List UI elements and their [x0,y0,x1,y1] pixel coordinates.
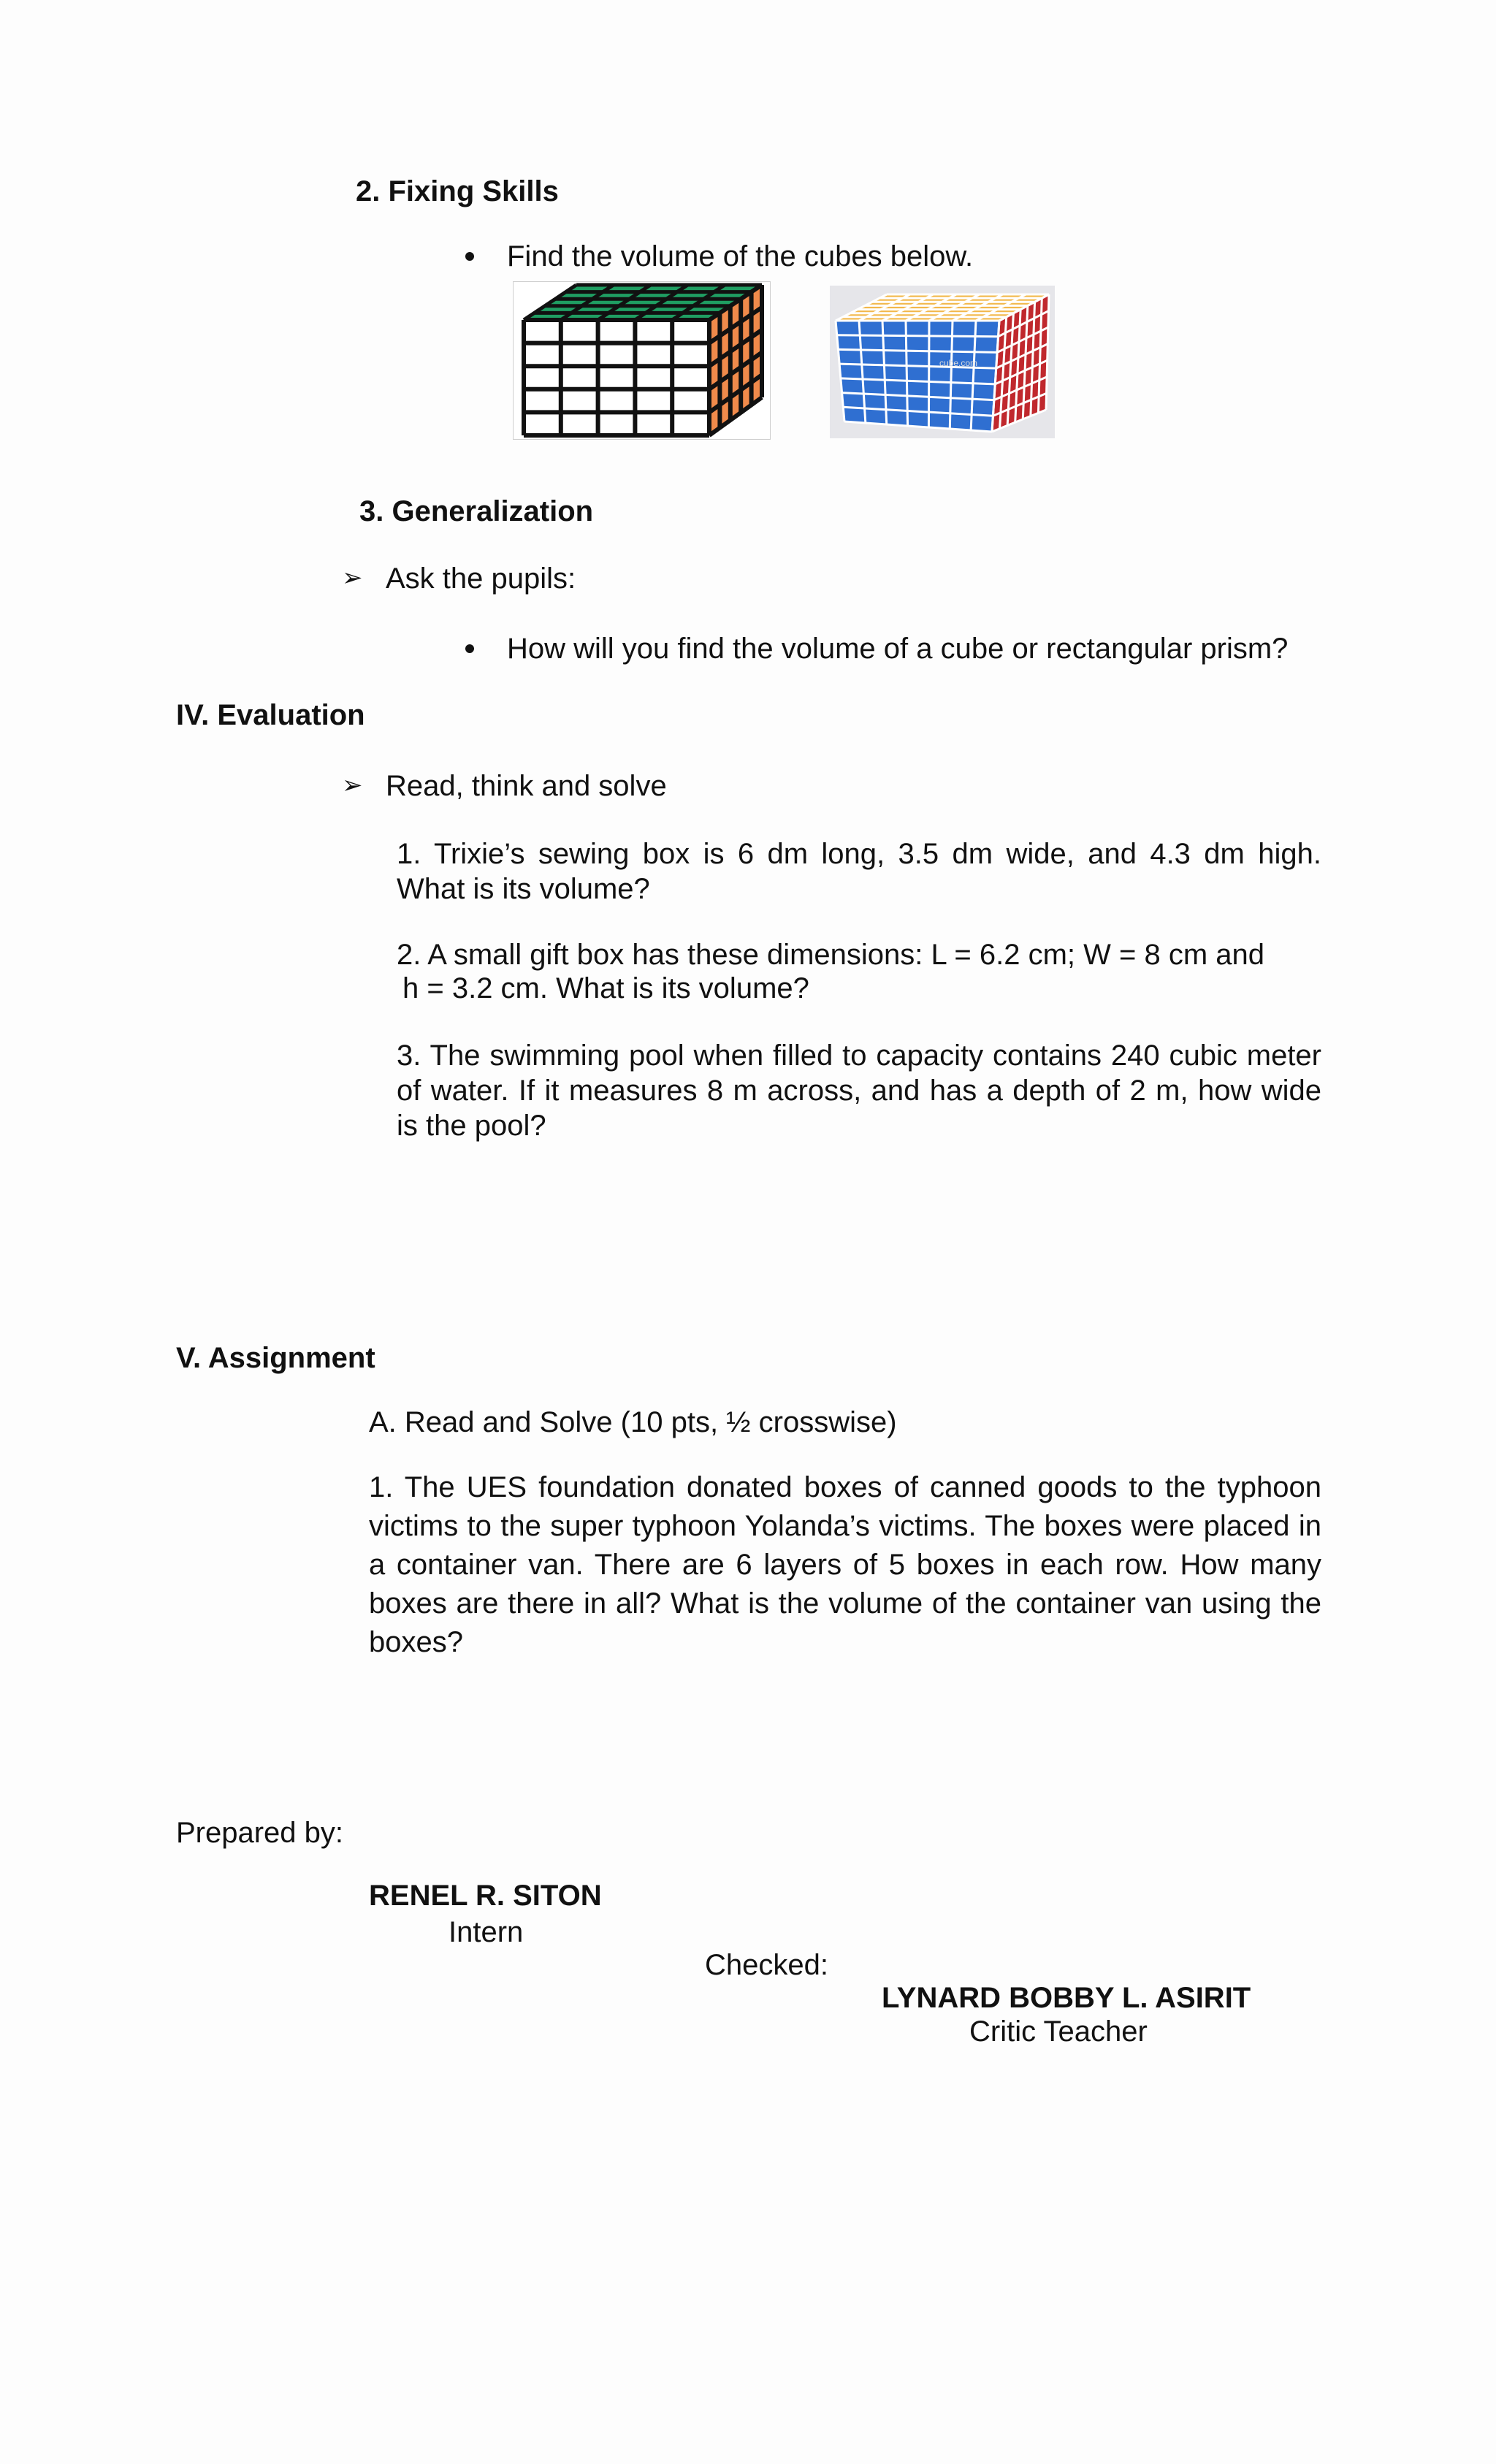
checker-name: LYNARD BOBBY L. ASIRIT [882,1982,1251,2014]
cube-illustration-1 [514,282,770,439]
bullet-icon [465,644,474,653]
evaluation-problem-2-line-1: 2. A small gift box has these dimensions: L = 6.2 cm; W = 8 cm and [397,939,1264,971]
checked-label: Checked: [705,1949,828,1981]
evaluation-problem-2-line-2: h = 3.2 cm. What is its volume? [402,972,809,1004]
cube-illustration-2 [830,286,1055,438]
generalization-question: How will you find the volume of a cube or rectangular prism? [507,633,1289,665]
preparer-name: RENEL R. SITON [369,1880,602,1912]
evaluation-heading: IV. Evaluation [176,699,365,731]
evaluation-problem-1: 1. Trixie’s sewing box is 6 dm long, 3.5 dm wide, and 4.3 dm high. What is its volume? [397,838,1321,905]
prepared-by-label: Prepared by: [176,1817,344,1849]
ask-pupils-label: Ask the pupils: [386,562,576,595]
cube-image-1 [513,281,771,440]
cube-image-2 [830,286,1055,438]
assignment-heading: V. Assignment [176,1342,375,1374]
arrow-bullet-icon: ➢ [342,564,363,592]
assignment-subheading: A. Read and Solve (10 pts, ½ crosswise) [369,1406,897,1438]
assignment-problem: 1. The UES foundation donated boxes of canned goods to the typhoon victims to the super typhoon Yolanda’s victims. The boxes were placed in a container van. There are 6 layers of 5 boxes in each row. How many boxes are there in all? What is the volume of the container van using the boxes? [369,1471,1321,1658]
arrow-bullet-icon: ➢ [342,771,363,799]
preparer-role: Intern [449,1916,524,1948]
cube-watermark: cube.com [939,358,978,368]
evaluation-instruction: Read, think and solve [386,770,667,802]
evaluation-problem-3: 3. The swimming pool when filled to capacity contains 240 cubic meter of water. If it measures 8 m across, and has a depth of 2 m, how wide is the pool? [397,1040,1321,1142]
bullet-icon [465,252,474,261]
fixing-skills-heading: 2. Fixing Skills [356,175,559,207]
fixing-skills-instruction: Find the volume of the cubes below. [507,240,974,272]
checker-role: Critic Teacher [969,2015,1148,2048]
generalization-heading: 3. Generalization [359,495,594,527]
